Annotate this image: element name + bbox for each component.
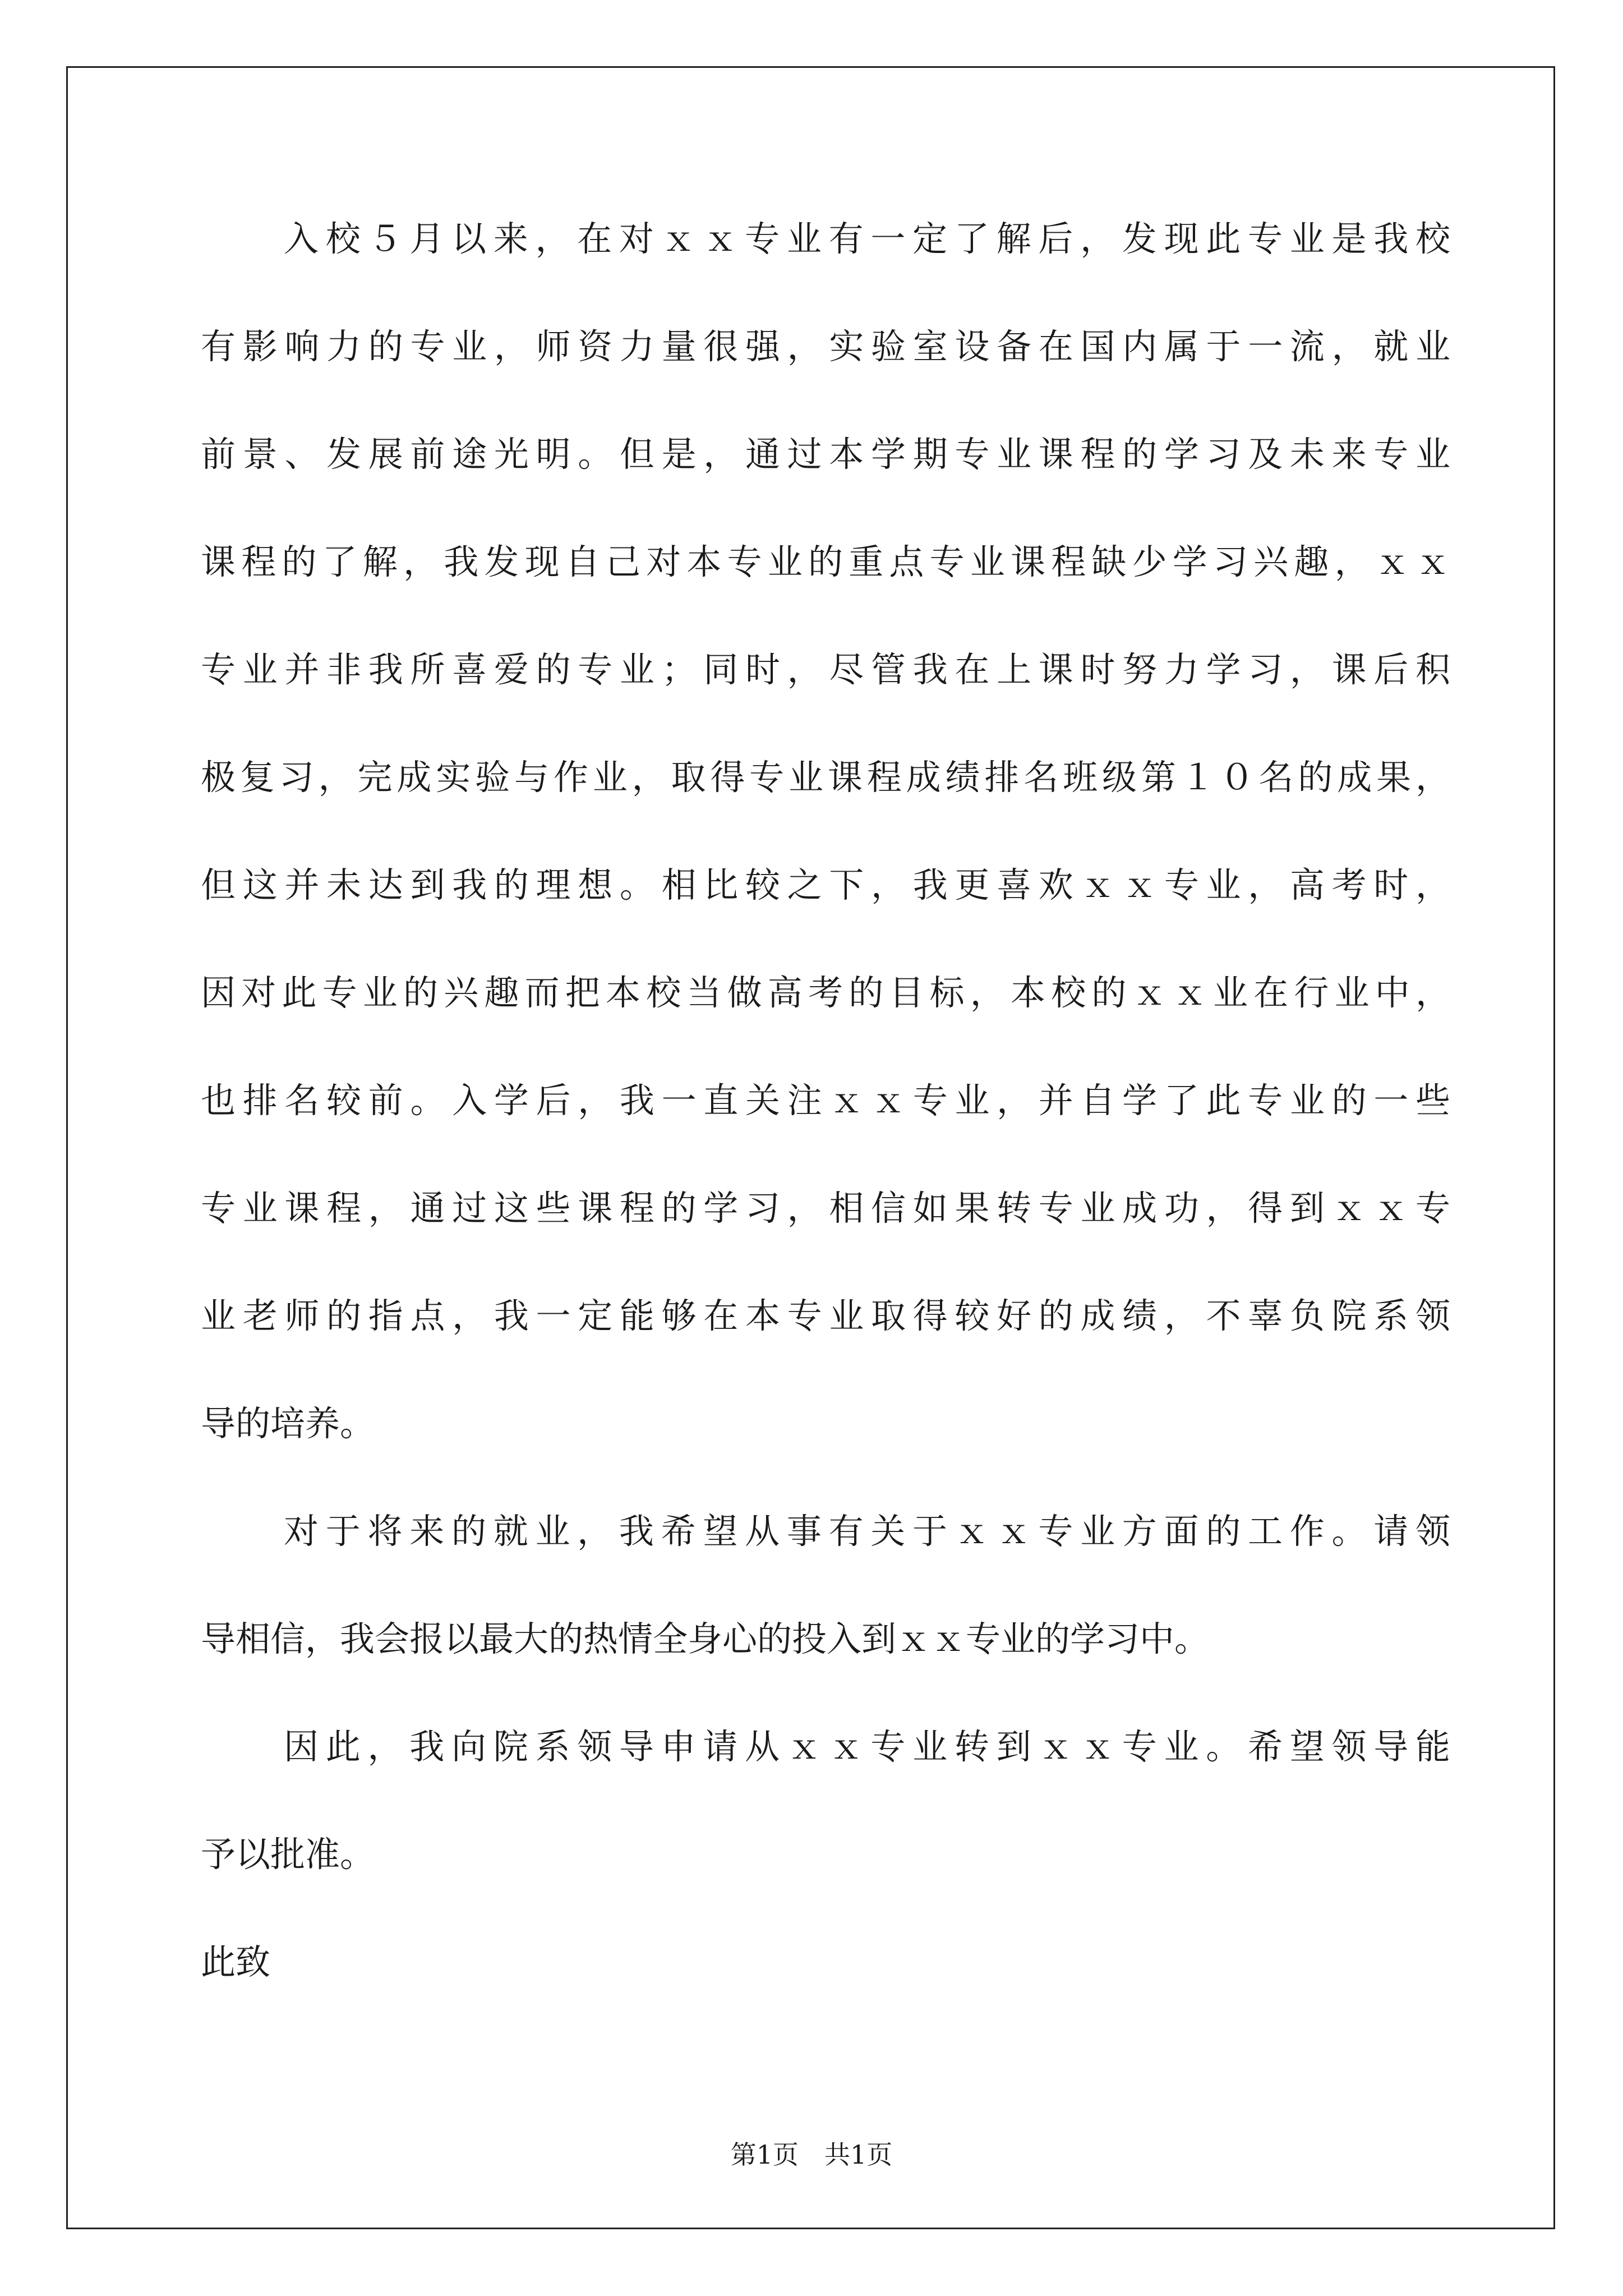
paragraph-1-line-3 <box>201 434 1474 545</box>
paragraph-1-line-4 <box>201 541 1474 652</box>
text-line: 极复习，完成实验与作业，取得专业课程成绩排名班级第１０名的成果， <box>201 757 1450 798</box>
paragraph-3-line-2 <box>201 1834 1474 1945</box>
paragraph-1-line-7 <box>201 864 1474 976</box>
text-line: 因此，我向院系领导申请从ｘｘ专业转到ｘｘ专业。希望领导能 <box>284 1726 1450 1767</box>
paragraph-3-line-1 <box>201 1726 1474 1837</box>
page-footer <box>0 2134 1623 2171</box>
paragraph-1-line-10 <box>201 1188 1474 1299</box>
paragraph-1-line-6 <box>201 757 1474 868</box>
paragraph-1-line-12 <box>201 1403 1474 1514</box>
text-line: 导相信，我会报以最大的热情全身心的投入到ｘｘ专业的学习中。 <box>201 1618 1210 1659</box>
text-line: 入校５月以来，在对ｘｘ专业有一定了解后，发现此专业是我校 <box>284 218 1450 259</box>
text-line: 也排名较前。入学后，我一直关注ｘｘ专业，并自学了此专业的一些 <box>201 1080 1450 1121</box>
text-line: 对于将来的就业，我希望从事有关于ｘｘ专业方面的工作。请领 <box>284 1511 1450 1552</box>
text-line: 导的培养。 <box>201 1403 375 1444</box>
text-line: 课程的了解，我发现自己对本专业的重点专业课程缺少学习兴趣，ｘｘ <box>201 541 1450 582</box>
paragraph-1-line-9 <box>201 1080 1474 1191</box>
paragraph-1-line-8 <box>201 972 1474 1083</box>
letter-body <box>201 218 1474 2053</box>
paragraph-1-line-5 <box>201 649 1474 760</box>
paragraph-1-line-2 <box>201 326 1474 437</box>
text-line: 专业课程，通过这些课程的学习，相信如果转专业成功，得到ｘｘ专 <box>201 1188 1450 1228</box>
page-total-label: 共1页 <box>824 2139 893 2170</box>
paragraph-2-line-1 <box>201 1511 1474 1622</box>
text-line: 前景、发展前途光明。但是，通过本学期专业课程的学习及未来专业 <box>201 434 1450 475</box>
page-current-label: 第1页 <box>730 2139 799 2170</box>
text-line: 此致 <box>201 1941 271 1982</box>
text-line: 因对此专业的兴趣而把本校当做高考的目标，本校的ｘｘ业在行业中， <box>201 972 1450 1013</box>
paragraph-1-line-1 <box>201 218 1474 329</box>
text-line: 业老师的指点，我一定能够在本专业取得较好的成绩，不辜负院系领 <box>201 1295 1450 1336</box>
text-line: 但这并未达到我的理想。相比较之下，我更喜欢ｘｘ专业，高考时， <box>201 864 1450 905</box>
paragraph-2-line-2 <box>201 1618 1474 1729</box>
text-line: 专业并非我所喜爱的专业；同时，尽管我在上课时努力学习，课后积 <box>201 649 1450 690</box>
closing-salutation <box>201 1941 1474 2053</box>
text-line: 有影响力的专业，师资力量很强，实验室设备在国内属于一流，就业 <box>201 326 1450 367</box>
text-line: 予以批准。 <box>201 1834 375 1875</box>
paragraph-1-line-11 <box>201 1295 1474 1406</box>
